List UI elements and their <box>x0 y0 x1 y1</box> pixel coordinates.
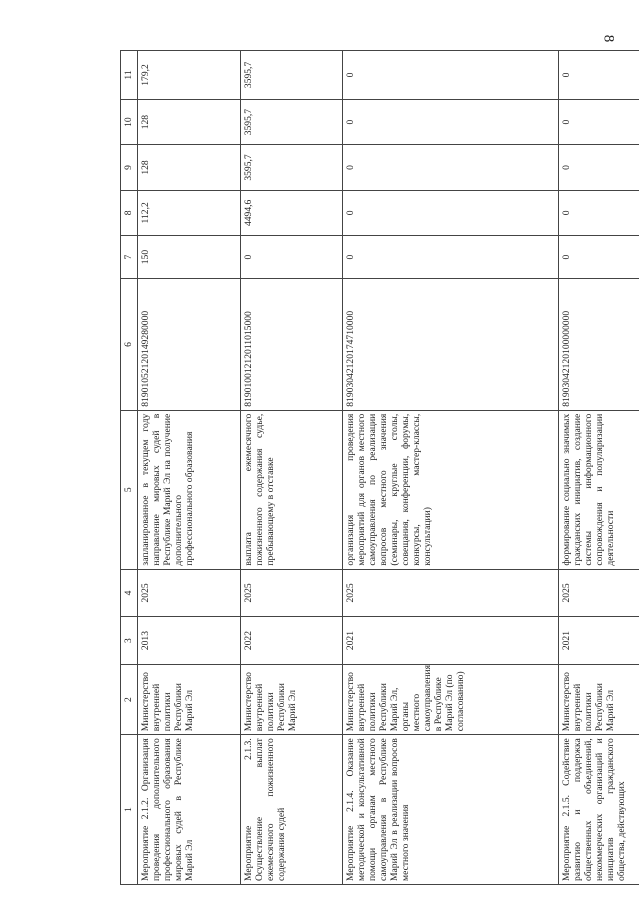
start-year-cell: 2013 <box>138 617 241 665</box>
result-cell: выплата ежемесячного пожизненного содержания судье, пребывающему в отставке <box>240 410 343 569</box>
result-cell: организация проведения мероприятий для органов местного самоуправления по реализации вопросов местного значения (семинары, круглые столы, совещания, конференции, форумы, конкурсы, мастер-классы, консультации) <box>343 410 558 569</box>
col-header-9: 9 <box>121 145 138 190</box>
value-cell-11: 3595,7 <box>240 51 343 100</box>
start-year-cell: 2022 <box>240 617 343 665</box>
value-cell-7: 0 <box>343 236 558 279</box>
value-cell-8: 112,2 <box>138 190 241 235</box>
budget-code-cell: 81901001212011015000 <box>240 279 343 411</box>
col-header-1: 1 <box>121 735 138 885</box>
end-year-cell: 2025 <box>138 569 241 617</box>
result-cell: формирование социально значимых гражданских инициатив, создание системы информационного сопровождения и популяризации деятельности <box>558 410 639 569</box>
value-cell-7: 0 <box>558 236 639 279</box>
value-cell-9: 128 <box>138 145 241 190</box>
budget-code-cell: 81901052120149280000 <box>138 279 241 411</box>
value-cell-10: 128 <box>138 99 241 144</box>
col-header-6: 6 <box>121 279 138 411</box>
end-year-cell: 2025 <box>343 569 558 617</box>
executor-cell: Министерство внутренней политики Республики Марий Эл <box>558 664 639 734</box>
budget-code-cell: 81903042120174710000 <box>343 279 558 411</box>
table-row <box>138 51 241 885</box>
page-number: 8 <box>599 34 616 43</box>
executor-cell: Министерство внутренней политики Республики Марий Эл, органы местного самоуправления в Республике Марий Эл (по согласованию) <box>343 664 558 734</box>
value-cell-11: 0 <box>343 51 558 100</box>
value-cell-7: 150 <box>138 236 241 279</box>
event-cell: Мероприятие 2.1.3. Осуществление выплат ежемесячного пожизненного содержания судей <box>240 735 343 885</box>
end-year-cell: 2025 <box>240 569 343 617</box>
event-cell: Мероприятие 2.1.4. Оказание методической и консультативной помощи органам местного самоуправления в Республике Марий Эл в реализации вопросов местного значения <box>343 735 558 885</box>
col-header-2: 2 <box>121 664 138 734</box>
start-year-cell: 2021 <box>343 617 558 665</box>
value-cell-8: 0 <box>558 190 639 235</box>
program-activities-table <box>120 50 639 885</box>
value-cell-9: 0 <box>343 145 558 190</box>
value-cell-9: 3595,7 <box>240 145 343 190</box>
event-cell: Мероприятие 2.1.2. Организация проведения дополнительного профессионального образования мировых судей в Республике Марий Эл <box>138 735 241 885</box>
value-cell-7: 0 <box>240 236 343 279</box>
value-cell-8: 0 <box>343 190 558 235</box>
end-year-cell: 2025 <box>558 569 639 617</box>
value-cell-10: 3595,7 <box>240 99 343 144</box>
event-cell: Мероприятие 2.1.5. Содействие развитию и поддержка общественных объединений, некоммерческих организаций и инициатив гражданского общества, действующих <box>558 735 639 885</box>
value-cell-11: 179,2 <box>138 51 241 100</box>
col-header-10: 10 <box>121 99 138 144</box>
header-row <box>121 51 138 885</box>
value-cell-11: 0 <box>558 51 639 100</box>
value-cell-8: 4494,6 <box>240 190 343 235</box>
table-row <box>343 51 558 885</box>
value-cell-10: 0 <box>343 99 558 144</box>
start-year-cell: 2021 <box>558 617 639 665</box>
result-cell: запланированное в текущем году направление мировых судей в Республике Марий Эл на получение дополнительного профессионального образования <box>138 410 241 569</box>
budget-code-cell: 81903042120100000000 <box>558 279 639 411</box>
executor-cell: Министерство внутренней политики Республики Марий Эл <box>240 664 343 734</box>
col-header-4: 4 <box>121 569 138 617</box>
col-header-11: 11 <box>121 51 138 100</box>
col-header-3: 3 <box>121 617 138 665</box>
value-cell-9: 0 <box>558 145 639 190</box>
col-header-8: 8 <box>121 190 138 235</box>
value-cell-10: 0 <box>558 99 639 144</box>
col-header-7: 7 <box>121 236 138 279</box>
rotated-page-content <box>120 50 639 885</box>
executor-cell: Министерство внутренней политики Республики Марий Эл <box>138 664 241 734</box>
table-row <box>558 51 639 885</box>
table-row <box>240 51 343 885</box>
col-header-5: 5 <box>121 410 138 569</box>
